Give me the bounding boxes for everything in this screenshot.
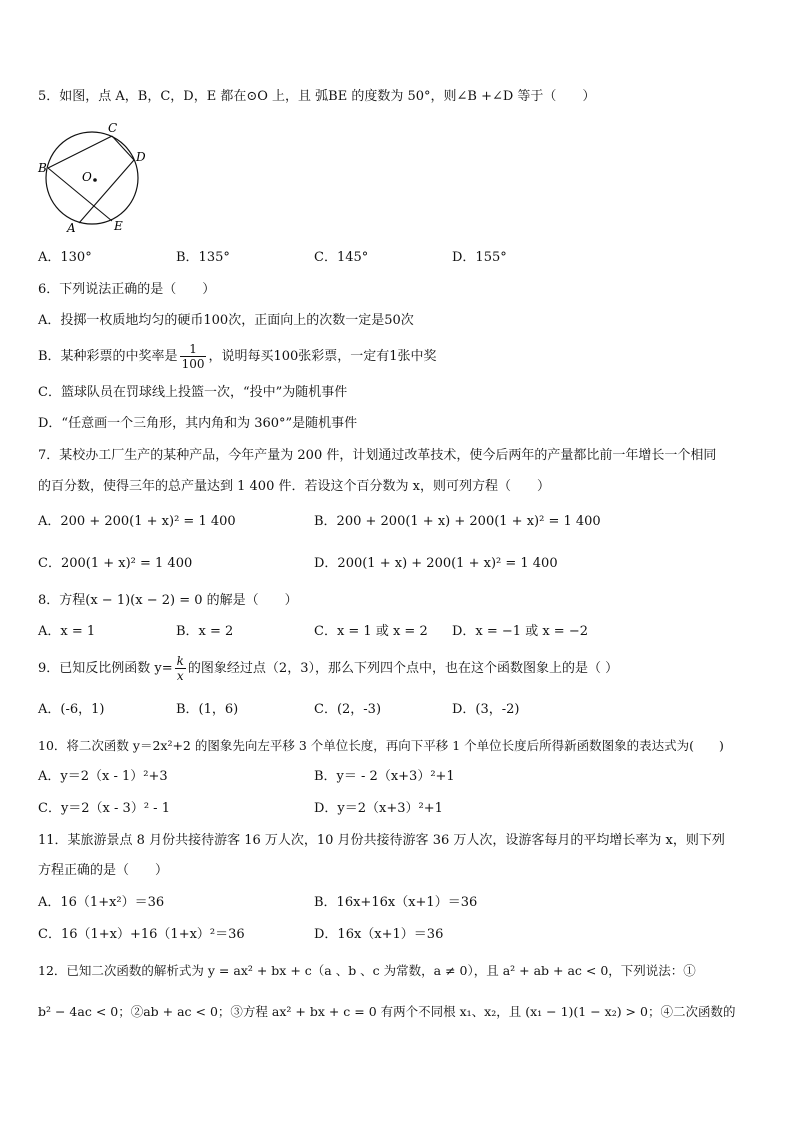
- q8-option-d: D．x = −1 或 x = −2: [452, 624, 588, 639]
- q6-b-pre: B．某种彩票的中奖率是: [38, 349, 178, 364]
- q9-stem: [38, 651, 618, 687]
- chord-be: [48, 168, 112, 221]
- q6-option-b: [38, 338, 437, 376]
- q10-option-c: C．y＝2（x - 3）² - 1: [38, 801, 170, 816]
- q5-circle-figure: [36, 120, 156, 235]
- q12-line1: 12．已知二次函数的解析式为 y = ax² + bx + c（a 、b 、c 为常数，a ≠ 0），且 a² + ab + ac < 0，下列说法：①: [38, 963, 696, 978]
- q11-stem-line2: 方程正确的是（ ）: [38, 863, 169, 878]
- q10-option-a: A．y＝2（x - 1）²+3: [38, 769, 168, 784]
- q9-option-c: C．(2，-3): [314, 702, 382, 717]
- q7-option-a: A．200 + 200(1 + x)² = 1 400: [38, 514, 236, 529]
- q8-option-c: C．x = 1 或 x = 2: [314, 624, 428, 639]
- q11-option-d: D．16x（x+1）＝36: [314, 927, 444, 942]
- q7-stem-line1: 7．某校办工厂生产的某种产品，今年产量为 200 件，计划通过改革技术，使今后两年的产量都比前一年增长一个相同: [38, 448, 717, 463]
- q9-post: 的图象经过点（2，3），那么下列四个点中，也在这个函数图象上的是（ ）: [187, 661, 619, 676]
- q7-option-b: B．200 + 200(1 + x) + 200(1 + x)² = 1 400: [314, 514, 601, 529]
- q9-option-a: A．(-6，1): [38, 702, 105, 717]
- q12-line2: b² − 4ac < 0；②ab + ac < 0；③方程 ax² + bx + c = 0 有两个不同根 x₁、x₂，且 (x₁ − 1)(1 − x₂) > 0；④二次函数的: [38, 1004, 736, 1019]
- q6-option-d: D．“任意画一个三角形，其内角和为 360°”是随机事件: [38, 416, 358, 431]
- q8-option-b: B．x = 2: [176, 624, 234, 639]
- q7-stem-line2: 的百分数，使得三年的总产量达到 1 400 件．若设这个百分数为 x，则可列方程（ ）: [38, 479, 550, 494]
- label-d: D: [136, 150, 146, 164]
- q6-b-fraction: $\frac{1}{100}$: [181, 342, 205, 371]
- q7-option-c: C．200(1 + x)² = 1 400: [38, 556, 193, 571]
- center-dot: [93, 178, 97, 182]
- q9-pre: 9．已知反比例函数 y=: [38, 661, 173, 676]
- q8-stem: 8．方程(x − 1)(x − 2) = 0 的解是（ ）: [38, 593, 298, 608]
- q5-option-c: C．145°: [314, 250, 369, 265]
- q9-fraction: $\frac{k}{x}$: [176, 654, 184, 683]
- q6-stem: 6．下列说法正确的是（ ）: [38, 282, 216, 297]
- q9-option-b: B．(1，6): [176, 702, 239, 717]
- label-e: E: [114, 219, 123, 233]
- chord-bc: [48, 136, 112, 168]
- q6-option-a: A．投掷一枚质地均匀的硬币100次，正面向上的次数一定是50次: [38, 313, 414, 328]
- q10-option-d: D．y＝2（x+3）²+1: [314, 801, 443, 816]
- label-c: C: [108, 121, 118, 135]
- label-b: B: [38, 161, 47, 175]
- q5-option-d: D．155°: [452, 250, 507, 265]
- q11-option-a: A．16（1+x²）＝36: [38, 895, 165, 910]
- q5-option-a: A．130°: [38, 250, 92, 265]
- q8-option-a: A．x = 1: [38, 624, 96, 639]
- q7-option-d: D．200(1 + x) + 200(1 + x)² = 1 400: [314, 556, 558, 571]
- q6-b-post: ，说明每买100张彩票，一定有1张中奖: [208, 349, 437, 364]
- q9-option-d: D．(3，-2): [452, 702, 520, 717]
- label-a: A: [67, 221, 76, 235]
- q6-option-c: C．篮球队员在罚球线上投篮一次，“投中”为随机事件: [38, 385, 348, 400]
- q10-option-b: B．y＝ - 2（x+3）²+1: [314, 769, 455, 784]
- q11-option-b: B．16x+16x（x+1）＝36: [314, 895, 478, 910]
- q5-option-b: B．135°: [176, 250, 230, 265]
- q11-stem-line1: 11．某旅游景点 8 月份共接待游客 16 万人次，10 月份共接待游客 36 万人次，设游客每月的平均增长率为 x，则下列: [38, 833, 725, 848]
- q5-stem: 5．如图，点 A，B，C，D，E 都在⊙O 上，且 弧BE 的度数为 50°，则∠B +∠D 等于（ ）: [38, 89, 596, 104]
- label-o: O: [82, 170, 92, 184]
- q11-option-c: C．16（1+x）+16（1+x）²＝36: [38, 927, 245, 942]
- q10-stem: 10．将二次函数 y＝2x²+2 的图象先向左平移 3 个单位长度，再向下平移 1 个单位长度后所得新函数图象的表达式为( ): [38, 738, 724, 753]
- chord-cd: [112, 136, 134, 160]
